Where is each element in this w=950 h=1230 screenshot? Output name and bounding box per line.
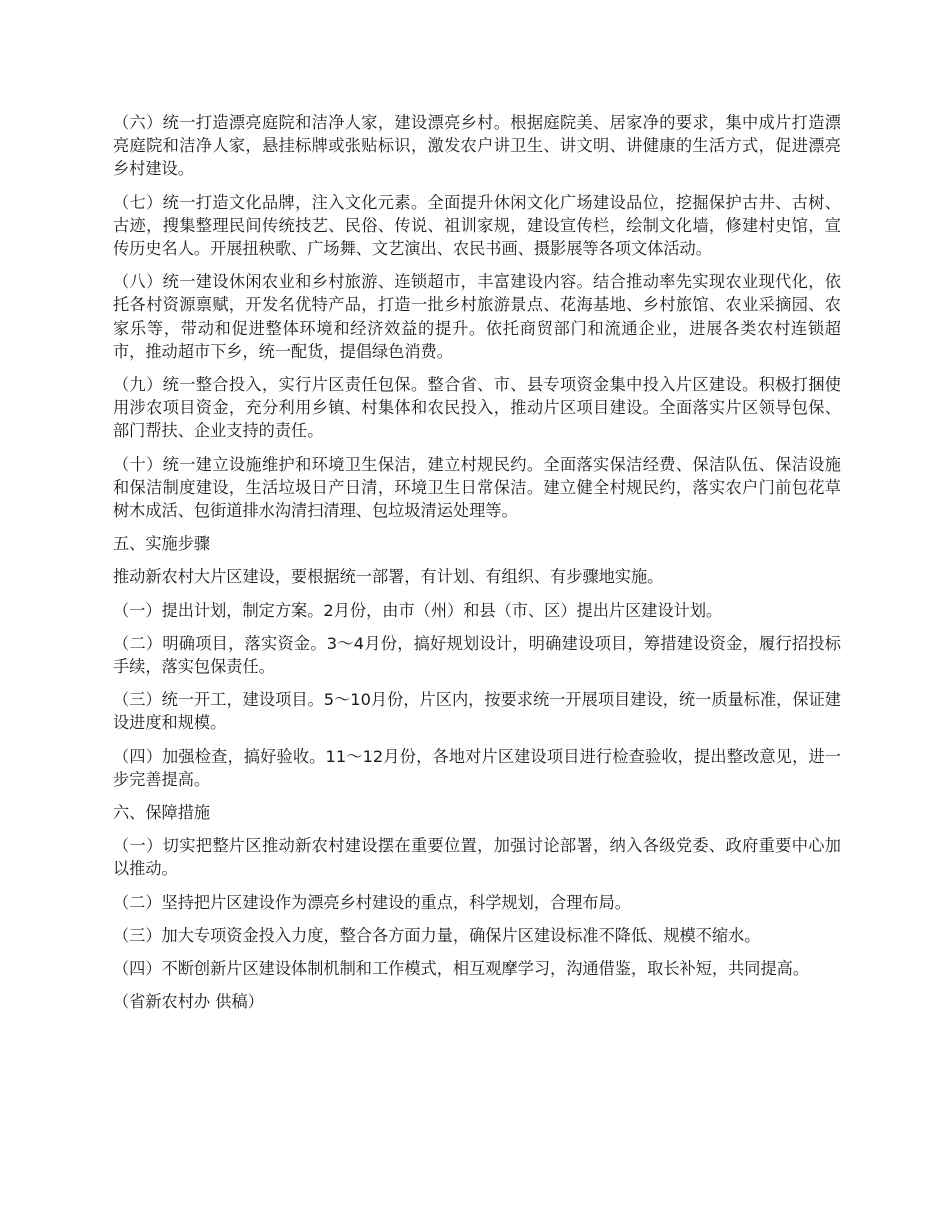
paragraph-safeguard-4: （四）不断创新片区建设体制机制和工作模式，相互观摩学习，沟通借鉴，取长补短，共同提高。: [113, 959, 810, 979]
paragraph-section-4-item-9: （九）统一整合投入，实行片区责任包保。整合省、市、县专项资金集中投入片区建设。积极打捆使用涉农项目资金，充分利用乡镇、村集体和农民投入，推动片区项目建设。全面落实片区领导包保、部门帮扶、企业支持的责任。: [113, 375, 841, 441]
paragraph-step-2: （二）明确项目，落实资金。3～4月份，搞好规划设计，明确建设项目，筹措建设资金，履行招投标手续，落实包保责任。: [113, 633, 841, 677]
paragraph-section-4-item-6: （六）统一打造漂亮庭院和洁净人家，建设漂亮乡村。根据庭院美、居家净的要求，集中成片打造漂亮庭院和洁净人家，悬挂标牌或张贴标识，激发农户讲卫生、讲文明、讲健康的生活方式，促进漂亮乡村建设。: [113, 113, 841, 179]
paragraph-section-4-item-7: （七）统一打造文化品牌，注入文化元素。全面提升休闲文化广场建设品位，挖掘保护古井、古树、古迹，搜集整理民间传统技艺、民俗、传说、祖训家规，建设宣传栏，绘制文化墙，修建村史馆，宣传历史名人。开展扭秧歌、广场舞、文艺演出、农民书画、摄影展等各项文体活动。: [113, 192, 841, 259]
paragraph-safeguard-3: （三）加大专项资金投入力度，整合各方面力量，确保片区建设标准不降低、规模不缩水。: [113, 925, 761, 945]
source-attribution: （省新农村办 供稿）: [113, 992, 264, 1012]
paragraph-safeguard-2: （二）坚持把片区建设作为漂亮乡村建设的重点，科学规划，合理布局。: [113, 892, 631, 912]
paragraph-implementation-intro: 推动新农村大片区建设，要根据统一部署，有计划、有组织、有步骤地实施。: [113, 567, 664, 587]
paragraph-safeguard-1: （一）切实把整片区推动新农村建设摆在重要位置，加强讨论部署，纳入各级党委、政府重要中心加以推动。: [113, 836, 841, 879]
section-heading-implementation-steps: 五、实施步骤: [113, 534, 211, 554]
paragraph-section-4-item-8: （八）统一建设休闲农业和乡村旅游、连锁超市，丰富建设内容。结合推动率先实现农业现代化，依托各村资源禀赋，开发名优特产品，打造一批乡村旅游景点、花海基地、乡村旅馆、农业采摘园、农家乐等，带动和促进整体环境和经济效益的提升。依托商贸部门和流通企业，进展各类农村连锁超市，推动超市下乡，统一配货，提倡绿色消费。: [113, 272, 841, 361]
paragraph-step-1: （一）提出计划，制定方案。2月份，由市（州）和县（市、区）提出片区建设计划。: [113, 600, 723, 620]
section-heading-safeguards: 六、保障措施: [113, 803, 211, 823]
paragraph-step-3: （三）统一开工，建设项目。5～10月份，片区内，按要求统一开展项目建设，统一质量标准，保证建设进度和规模。: [113, 690, 841, 733]
paragraph-step-4: （四）加强检查，搞好验收。11～12月份，各地对片区建设项目进行检查验收，提出整改意见，进一步完善提高。: [113, 746, 841, 789]
paragraph-section-4-item-10: （十）统一建立设施维护和环境卫生保洁，建立村规民约。全面落实保洁经费、保洁队伍、保洁设施和保洁制度建设，生活垃圾日产日清，环境卫生日常保洁。建立健全村规民约，落实农户门前包花草树木成活、包街道排水沟清扫清理、包垃圾清运处理等。: [113, 454, 841, 521]
document-body: [113, 111, 841, 1024]
